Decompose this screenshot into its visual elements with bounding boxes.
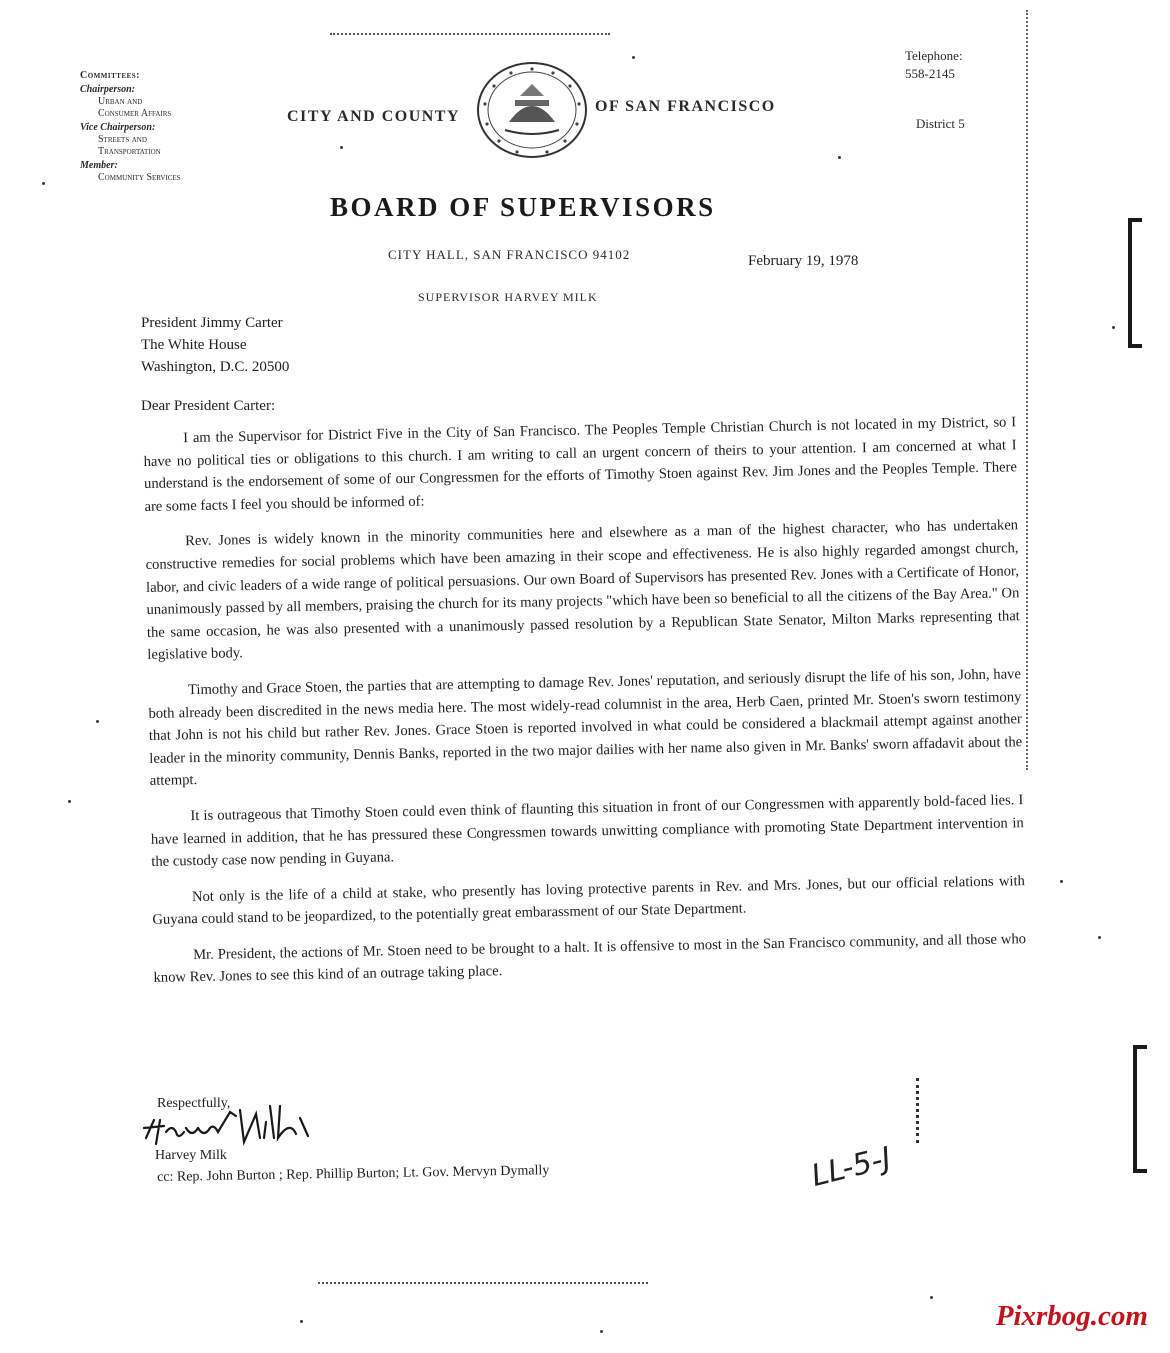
body-paragraph-5: Not only is the life of a child at stake, who presently has loving protective parents in Rev. and Mrs. Jones, but our official relations with Guyana could stand to be jeopardized, to the potentially great embarassment of our State Department. bbox=[152, 872, 1026, 929]
vice-chair-role: Vice Chairperson: bbox=[80, 122, 156, 133]
scan-speck bbox=[68, 800, 71, 803]
scan-speck bbox=[96, 720, 99, 723]
committees-heading: Committees: bbox=[80, 70, 141, 81]
city-and-county-label: CITY AND COUNTY bbox=[287, 108, 461, 125]
chairperson-role: Chairperson: bbox=[80, 84, 136, 95]
of-san-francisco-label: OF SAN FRANCISCO bbox=[595, 98, 776, 115]
district-label: District 5 bbox=[916, 116, 965, 131]
city-seal-icon bbox=[475, 60, 590, 160]
body-paragraph-6: Mr. President, the actions of Mr. Stoen need to be brought to a halt. It is offensive to most in the San Francisco community, and all those who know Rev. Jones to see this kind of an outrage taking place. bbox=[153, 931, 1027, 987]
telephone-block bbox=[905, 47, 963, 83]
committees-block bbox=[80, 70, 280, 184]
scan-speck bbox=[42, 182, 45, 185]
cc-line: cc: Rep. John Burton ; Rep. Phillip Burton; Lt. Gov. Mervyn Dymally bbox=[157, 1163, 550, 1185]
body-paragraph-1: I am the Supervisor for District Five in the City of San Francisco. The Peoples Temple Christian Church is not located in my District, so I have no political ties or obligations to this church. I am writing to call an urgent concern of theirs to your attention. I am concerned at what I understand is the endorsement of some of our Congressmen for the efforts of Timothy Stoen against Rev. Jim Jones and the Peoples Temple. There are some facts I feel you should be informed of: bbox=[143, 414, 1018, 515]
telephone-number: 558-2145 bbox=[905, 66, 955, 81]
top-scan-line bbox=[330, 33, 610, 35]
scan-speck bbox=[340, 146, 343, 149]
recipient-line-2: The White House bbox=[141, 337, 247, 353]
letter-date: February 19, 1978 bbox=[748, 253, 859, 269]
bottom-scan-line bbox=[318, 1282, 648, 1284]
scan-speck bbox=[600, 1330, 603, 1333]
scan-speck bbox=[632, 56, 635, 59]
member-role: Member: bbox=[80, 160, 118, 171]
supervisor-line: SUPERVISOR HARVEY MILK bbox=[418, 290, 598, 304]
scan-speck bbox=[838, 156, 841, 159]
handwritten-note: LL-5-J bbox=[808, 1140, 895, 1194]
recipient-address bbox=[141, 312, 289, 378]
recipient-line-3: Washington, D.C. 20500 bbox=[141, 359, 290, 375]
scan-speck bbox=[300, 1320, 303, 1323]
board-title: BOARD OF SUPERVISORS bbox=[330, 192, 716, 222]
member-committee: Community Services bbox=[98, 172, 181, 183]
scan-speck bbox=[1098, 936, 1101, 939]
vertical-scan-mark bbox=[916, 1078, 919, 1143]
recipient-line-1: President Jimmy Carter bbox=[141, 315, 283, 331]
city-hall-address: CITY HALL, SAN FRANCISCO 94102 bbox=[388, 247, 631, 262]
right-margin-scan-line bbox=[1026, 10, 1028, 770]
salutation: Dear President Carter: bbox=[141, 398, 276, 414]
scan-speck bbox=[930, 1296, 933, 1299]
chairperson-committee-line-2: Consumer Affairs bbox=[98, 108, 172, 119]
body-paragraph-4: It is outrageous that Timothy Stoen could even think of flaunting this situation in front of our Congressmen with apparently bold-faced lies. I have learned in addition, that he has pressured these Congressmen towards unwitting compliance with promoting State Department intervention in the custody case now pending in Guyana. bbox=[150, 792, 1024, 871]
telephone-label: Telephone: bbox=[905, 48, 963, 63]
scan-speck bbox=[1060, 880, 1063, 883]
body-paragraph-2: Rev. Jones is widely known in the minority communities here and elsewhere as a man of the highest character, who has undertaken constructive remedies for social problems which have been amazing in their scope and effectiveness. He is also highly regarded amongst church, labor, and civic leaders of a wide range of political persuasions. Our own Board of Supervisors has presented Rev. Jones with a Certificate of Honor, unanimously passed by all members, praising the church for its many projects "which have been so beneficial to all the citizens of the Bay Area." On the same occasion, he was also presented with a unanimously passed resolution by a Republican State Senator, Milton Marks representing that legislative body. bbox=[145, 517, 1020, 664]
closing: Respectfully, bbox=[157, 1096, 231, 1111]
vice-chair-committee-line-1: Streets and bbox=[98, 134, 147, 145]
signer-name: Harvey Milk bbox=[155, 1148, 227, 1163]
letter-body bbox=[143, 411, 1027, 1003]
body-paragraph-3: Timothy and Grace Stoen, the parties that are attempting to damage Rev. Jones' reputation, and seriously disrupt the life of his son, John, have both already been discredited in the news media here. The most widely-read columnist in the area, Herb Caen, printed Mr. Stoen's sworn testimony that John is not his child but rather Rev. Jones. Grace Stoen is reported involved in what could be considered a blackmail attempt against another leader in the minority community, Dennis Banks, reported in the two major dailies with her name also given in Mr. Banks' sworn affadavit about the attempt. bbox=[148, 666, 1023, 790]
scan-speck bbox=[1112, 326, 1115, 329]
chairperson-committee-line-1: Urban and bbox=[98, 96, 143, 107]
scan-bracket-top bbox=[1128, 218, 1142, 348]
vice-chair-committee-line-2: Transportation bbox=[98, 146, 161, 157]
watermark-logo: Pixrbog.com bbox=[995, 1300, 1148, 1332]
scan-bracket-bottom bbox=[1133, 1045, 1147, 1173]
